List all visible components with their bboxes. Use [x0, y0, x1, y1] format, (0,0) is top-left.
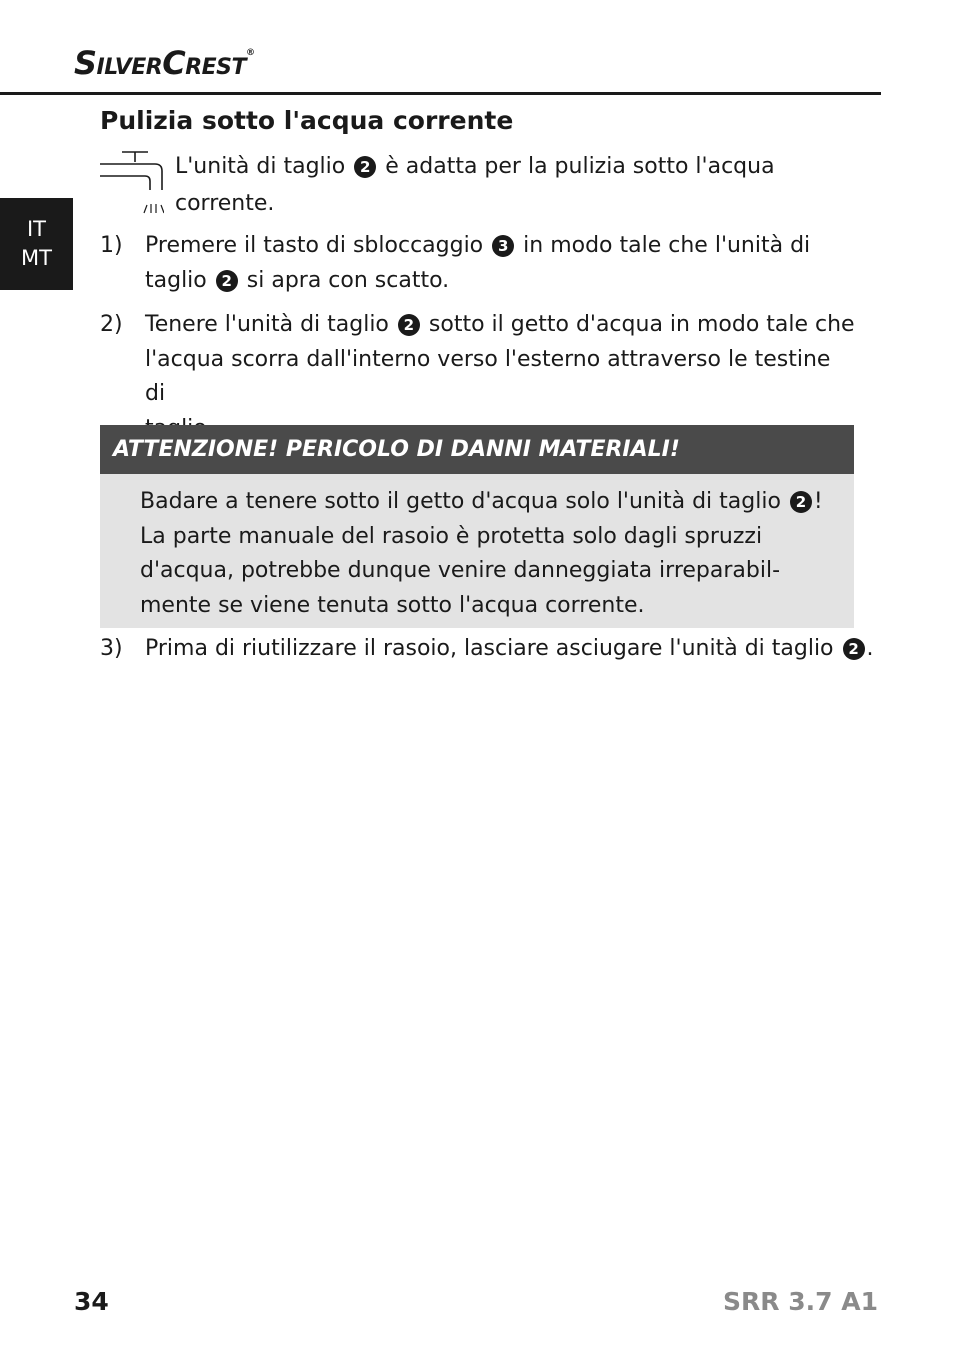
model-number: SRR 3.7 A1	[723, 1287, 878, 1316]
step-line	[145, 632, 874, 667]
step-text	[145, 229, 855, 298]
brand-name: SilverCrest	[74, 44, 247, 82]
warning-line: La parte manuale del rasoio è protetta solo dagli spruzzi	[140, 523, 763, 549]
step-line: l'acqua scorra dall'interno verso l'esterno attraverso le testine di	[145, 346, 831, 406]
ref-cutting-unit: 2	[354, 156, 376, 178]
warning-line: d'acqua, potrebbe dunque venire danneggiata irreparabil-	[140, 558, 781, 583]
step-line-text: si apra con scatto.	[246, 267, 450, 293]
intro-text: è adatta per la pulizia sotto l'acqua	[385, 154, 775, 179]
ref-cutting-unit: 2	[216, 270, 238, 292]
language-code-mt: MT	[21, 246, 52, 270]
step-number: 1)	[100, 233, 123, 258]
step-line-text: Premere il tasto di sbloccaggio	[145, 233, 484, 258]
step-line	[145, 264, 855, 299]
page-number: 34	[74, 1287, 109, 1316]
warning-line	[140, 485, 834, 520]
intro-line-2: corrente.	[175, 191, 275, 216]
step-number: 3)	[100, 636, 123, 661]
step-line-text: taglio	[145, 267, 207, 293]
warning-line: mente se viene tenuta sotto l'acqua corrente.	[140, 592, 645, 618]
step-line-text: in modo tale che l'unità di	[523, 233, 811, 258]
warning-text: Badare a tenere sotto il getto d'acqua solo l'unità di taglio	[140, 489, 781, 514]
header-rule	[0, 92, 881, 95]
step-line-text: sotto il getto d'acqua in modo tale che	[428, 312, 855, 337]
ref-unlock-button: 3	[492, 235, 514, 257]
step-line	[145, 229, 855, 264]
brand-logo	[74, 44, 255, 82]
warning-body	[100, 474, 854, 628]
ref-cutting-unit: 2	[843, 638, 865, 660]
step-text	[145, 632, 874, 667]
intro-text: L'unità di taglio	[175, 154, 346, 179]
shower-tap-icon	[100, 150, 164, 220]
registered-mark: ®	[246, 48, 255, 58]
warning-text: !	[813, 489, 823, 514]
step-line-text: .	[866, 636, 874, 661]
intro-line-1	[175, 150, 775, 185]
step-line	[145, 308, 855, 343]
warning-header: ATTENZIONE! PERICOLO DI DANNI MATERIALI!	[100, 425, 854, 474]
ref-cutting-unit: 2	[790, 491, 812, 513]
ref-cutting-unit: 2	[398, 314, 420, 336]
language-code-it: IT	[26, 217, 47, 241]
language-tab	[0, 198, 73, 290]
step-line-text: Tenere l'unità di taglio	[145, 312, 389, 337]
step-number: 2)	[100, 312, 123, 337]
step-line-text: Prima di riutilizzare il rasoio, lasciare asciugare l'unità di taglio	[145, 636, 834, 661]
section-title: Pulizia sotto l'acqua corrente	[100, 106, 514, 135]
